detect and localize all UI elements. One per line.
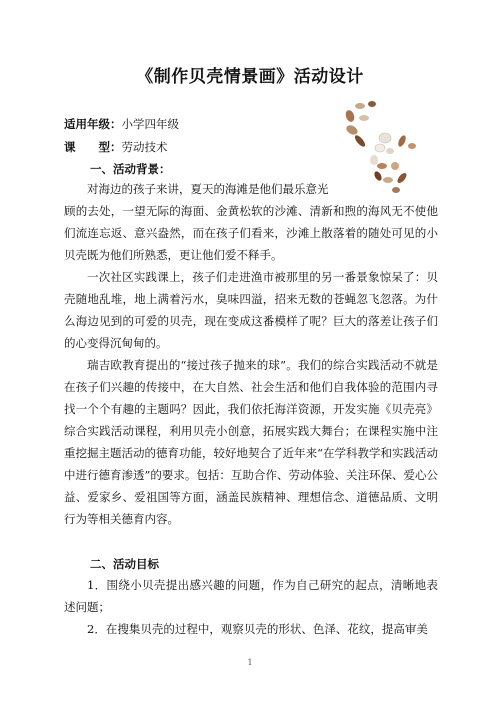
type-line bbox=[64, 139, 168, 155]
page-number: 1 bbox=[247, 658, 253, 667]
type-label: 课 型： bbox=[64, 140, 122, 154]
paragraph-1-continued: 顾的去处，一望无际的海面、金黄松软的沙滩、清新和煦的海风无不使他们流连忘返、意兴盎然，而在孩子们看来，沙滩上散落着的随处可见的小贝壳既为他们所熟悉，更让他们爱不释手。 bbox=[64, 204, 438, 262]
type-value: 劳动技术 bbox=[121, 140, 168, 154]
goal-item-1: 1．围绕小贝壳提出感兴趣的问题，作为自己研究的起点，清晰地表述问题； bbox=[64, 578, 438, 614]
section-heading-background: 一、活动背景： bbox=[90, 162, 171, 176]
shell-illustration-icon bbox=[330, 96, 435, 201]
goal-item-2: 2．在搜集贝壳的过程中，观察贝壳的形状、色泽、花纹，提高审美 bbox=[87, 622, 428, 636]
grade-line bbox=[64, 116, 179, 132]
paragraph-3: 瑞吉欧教育提出的“接过孩子抛来的球”。我们的综合实践活动不就是在孩子们兴趣的传接中，在大自然、社会生活和他们自我体验的范围内寻找一个个有趣的主题吗？因此，我们依托海洋资源，开发实施《贝壳亮》综合实践活动课程，利用贝壳小创意，拓展实践大舞台；在课程实施中注重挖掘主题活动的德育功能，较好地契合了近年来“在学科教学和实践活动中进行德育渗透”的要求。包括：互助合作、劳动体验、关注环保、爱心公益、爱家乡、爱祖国等方面，涵盖民族精神、理想信念、道德品质、文明行为等相关德育内容。 bbox=[64, 358, 438, 526]
paragraph-2: 一次社区实践课上，孩子们走进渔市被那里的另一番景象惊呆了：贝壳随地乱堆，地上满着污水，臭味四溢，招来无数的苍蝇忽飞忽落。为什么海边见到的可爱的贝壳，现在变成这番模样了呢？巨大的落差让孩子们的心变得沉甸甸的。 bbox=[64, 270, 438, 350]
grade-value: 小学四年级 bbox=[121, 117, 179, 131]
section-heading-goals: 二、活动目标 bbox=[90, 557, 159, 571]
paragraph-1-first-line: 对海边的孩子来讲，夏天的海滩是他们最乐意光 bbox=[87, 182, 329, 196]
grade-label: 适用年级： bbox=[64, 117, 122, 131]
document-title: 《制作贝壳情景画》活动设计 bbox=[136, 67, 364, 87]
